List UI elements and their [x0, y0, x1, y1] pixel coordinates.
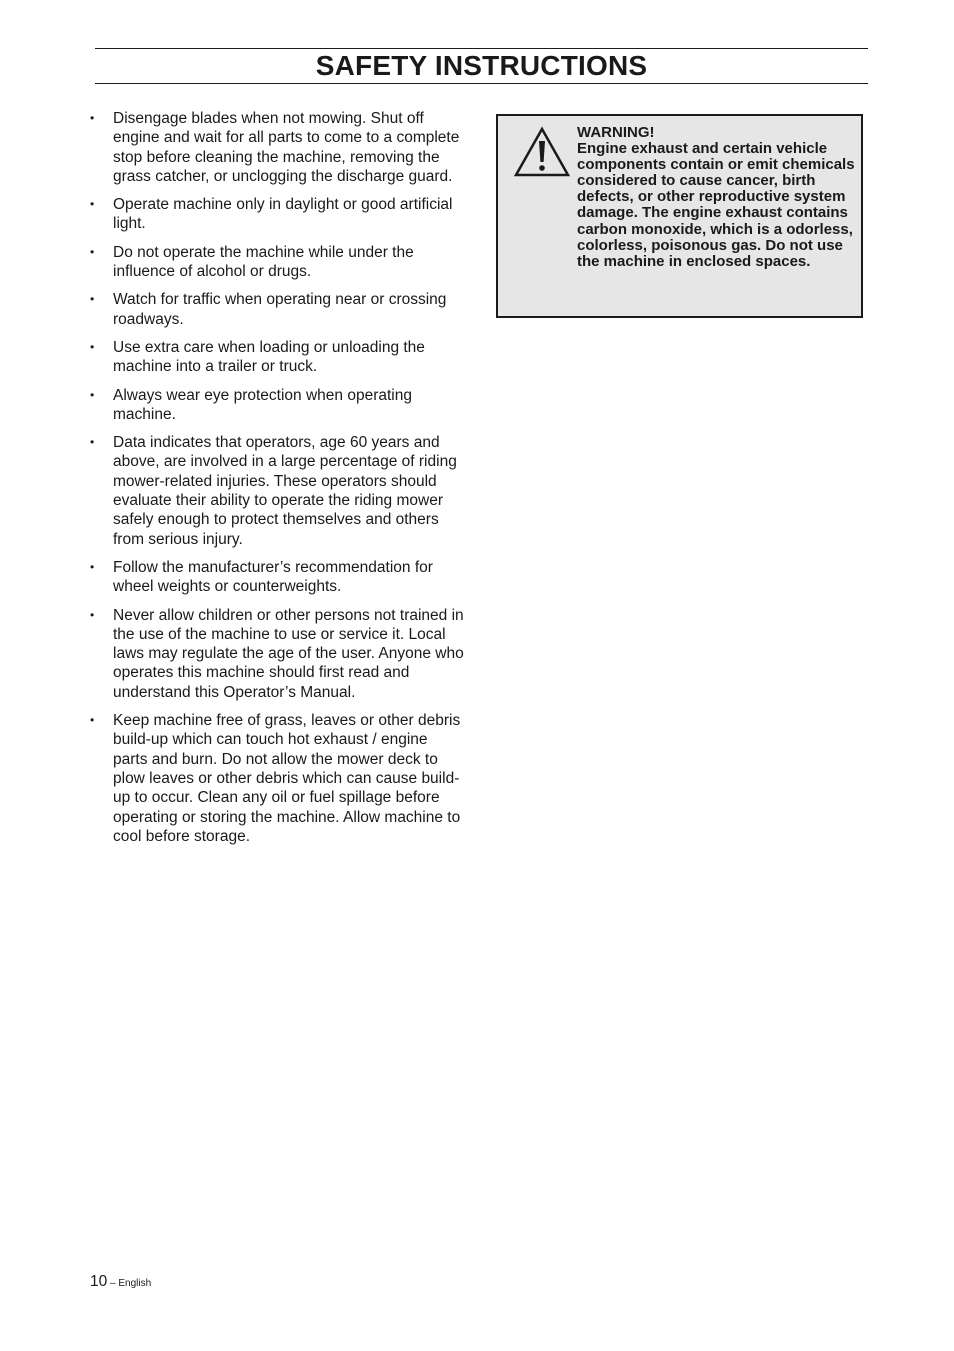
warning-body: Engine exhaust and certain vehicle components contain or emit chemicals considered to cause cancer, birth defects, or other reproductive system damage. The engine exhaust contains carbon monoxide, which is a odorless, colorless, poisonous gas. Do not use the machine in enclosed spaces.	[577, 140, 855, 270]
warning-title: WARNING!	[577, 124, 655, 141]
bullet-icon: •	[90, 244, 95, 259]
page-title: SAFETY INSTRUCTIONS	[315, 50, 648, 81]
bullet-icon: •	[90, 292, 95, 307]
list-item	[88, 558, 466, 597]
bullet-icon: •	[90, 339, 95, 354]
list-item	[88, 433, 466, 549]
warning-triangle-icon	[514, 126, 570, 178]
list-item-text: Do not operate the machine while under the influence of alcohol or drugs.	[113, 243, 414, 281]
list-item-text: Follow the manufacturer’s recommendation for wheel weights or counterweights.	[113, 558, 433, 596]
safety-list-column	[88, 109, 466, 855]
footer-language: – English	[107, 1278, 152, 1289]
bullet-icon: •	[90, 197, 95, 212]
list-item-text: Keep machine free of grass, leaves or other debris build-up which can touch hot exhaust / engine parts and burn. Do not allow the mower deck to plow leaves or other debris which can cause build-up to occur. Clean any oil or fuel spillage before operating or storing the machine. Allow machine to cool before storage.	[113, 712, 461, 845]
list-item-text: Never allow children or other persons not trained in the use of the machine to use or service it. Local laws may regulate the age of the user. Anyone who operates this machine should first read and understand this Operator’s Manual.	[113, 606, 464, 701]
list-item	[88, 711, 466, 846]
bullet-icon: •	[90, 607, 95, 622]
bullet-icon: •	[90, 111, 95, 125]
list-item-text: Operate machine only in daylight or good artificial light.	[113, 196, 453, 233]
list-item-text: Watch for traffic when operating near or crossing roadways.	[113, 291, 447, 328]
page-number: 10	[90, 1273, 108, 1290]
bullet-icon: •	[90, 387, 95, 402]
list-item	[88, 109, 466, 186]
warning-text	[577, 125, 857, 270]
warning-box	[496, 114, 863, 318]
bullet-icon: •	[90, 435, 95, 450]
bullet-icon: •	[90, 559, 95, 574]
list-item-text: Always wear eye protection when operating machine.	[113, 386, 412, 423]
list-item	[88, 243, 466, 282]
list-item	[88, 386, 466, 425]
list-item-text: Data indicates that operators, age 60 years and above, are involved in a large percentage of riding mower-related injuries. These operators should evaluate their ability to operate the riding mower safely enough to protect themselves and others from serious injury.	[113, 434, 457, 548]
list-item	[88, 338, 466, 377]
page-footer	[90, 1273, 151, 1291]
list-item-text: Disengage blades when not mowing. Shut off engine and wait for all parts to come to a complete stop before cleaning the machine, removing the grass catcher, or unclogging the discharge guard.	[113, 110, 460, 185]
list-item-text: Use extra care when loading or unloading the machine into a trailer or truck.	[113, 338, 425, 376]
safety-bullet-list	[88, 109, 466, 846]
list-item	[88, 195, 466, 234]
list-item	[88, 606, 466, 702]
list-item	[88, 290, 466, 329]
bullet-icon: •	[90, 713, 95, 728]
page-header	[95, 48, 868, 84]
